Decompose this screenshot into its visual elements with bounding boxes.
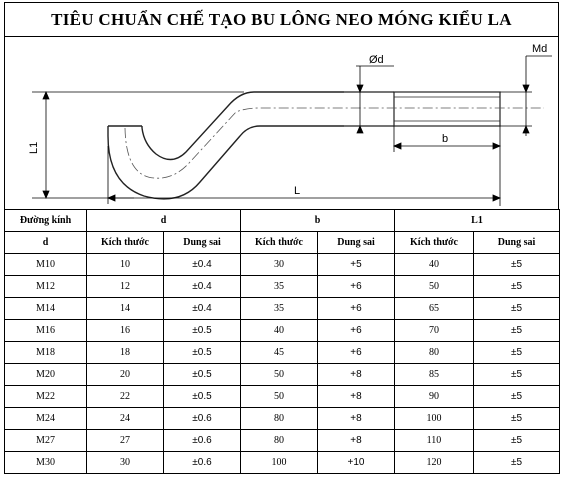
- sub-header-row: [5, 232, 560, 254]
- cell-l1-tolerance: ±5: [474, 408, 560, 430]
- thread-section: [344, 92, 500, 126]
- l-label: L: [294, 185, 301, 197]
- cell-diameter: M12: [5, 276, 87, 298]
- cell-l1-size: 80: [395, 342, 474, 364]
- cell-d-size: 10: [87, 254, 164, 276]
- group-header-row: [5, 210, 560, 232]
- drawing-frame: [5, 37, 559, 210]
- cell-diameter: M18: [5, 342, 87, 364]
- cell-d-size: 24: [87, 408, 164, 430]
- subheader-kich-thuoc: Kích thước: [395, 232, 474, 254]
- cell-d-size: 30: [87, 452, 164, 474]
- cell-l1-size: 70: [395, 320, 474, 342]
- cell-l1-size: 40: [395, 254, 474, 276]
- cell-diameter: M10: [5, 254, 87, 276]
- page-title: TIÊU CHUẨN CHẾ TẠO BU LÔNG NEO MÓNG KIỂU LA: [4, 2, 559, 37]
- cell-d-size: 22: [87, 386, 164, 408]
- table-row: [5, 364, 560, 386]
- cell-l1-tolerance: ±5: [474, 430, 560, 452]
- cell-l1-tolerance: ±5: [474, 276, 560, 298]
- cell-l1-tolerance: ±5: [474, 320, 560, 342]
- cell-diameter: M14: [5, 298, 87, 320]
- cell-b-size: 50: [241, 386, 318, 408]
- cell-b-size: 40: [241, 320, 318, 342]
- subheader-dung-sai: Dung sai: [474, 232, 560, 254]
- cell-b-tolerance: +8: [318, 386, 395, 408]
- cell-d-tolerance: ±0.6: [164, 452, 241, 474]
- header-duong-kinh: Đường kính: [5, 210, 87, 232]
- dim-od: [356, 66, 394, 133]
- subheader-d: d: [5, 232, 87, 254]
- cell-b-size: 35: [241, 298, 318, 320]
- cell-d-tolerance: ±0.5: [164, 342, 241, 364]
- cell-d-tolerance: ±0.5: [164, 364, 241, 386]
- table-row: [5, 430, 560, 452]
- b-label: b: [442, 133, 449, 145]
- cell-b-size: 80: [241, 408, 318, 430]
- bolt-drawing: [4, 36, 559, 210]
- cell-l1-size: 110: [395, 430, 474, 452]
- table-row: [5, 254, 560, 276]
- table-row: [5, 298, 560, 320]
- md-label: Md: [532, 43, 548, 55]
- cell-d-size: 18: [87, 342, 164, 364]
- cell-diameter: M27: [5, 430, 87, 452]
- dim-md: [500, 56, 552, 136]
- subheader-kich-thuoc: Kích thước: [241, 232, 318, 254]
- cell-b-size: 30: [241, 254, 318, 276]
- cell-l1-tolerance: ±5: [474, 254, 560, 276]
- cell-diameter: M24: [5, 408, 87, 430]
- dim-l1: [32, 92, 244, 198]
- bolt-centerline: [125, 108, 544, 178]
- cell-b-tolerance: +6: [318, 342, 395, 364]
- cell-d-size: 14: [87, 298, 164, 320]
- cell-l1-tolerance: ±5: [474, 364, 560, 386]
- cell-d-size: 16: [87, 320, 164, 342]
- cell-b-size: 100: [241, 452, 318, 474]
- header-b: b: [241, 210, 395, 232]
- header-l1: L1: [395, 210, 560, 232]
- cell-l1-tolerance: ±5: [474, 452, 560, 474]
- cell-l1-size: 100: [395, 408, 474, 430]
- od-label: Ød: [369, 54, 384, 66]
- table-row: [5, 408, 560, 430]
- cell-l1-size: 90: [395, 386, 474, 408]
- cell-b-tolerance: +8: [318, 364, 395, 386]
- bolt-diagram-svg: [4, 36, 559, 210]
- table-row: [5, 452, 560, 474]
- cell-l1-size: 50: [395, 276, 474, 298]
- spec-sheet: [4, 2, 559, 478]
- l1-label: L1: [28, 141, 40, 154]
- cell-diameter: M22: [5, 386, 87, 408]
- table-row: [5, 386, 560, 408]
- cell-d-tolerance: ±0.4: [164, 298, 241, 320]
- bolt-outline: [108, 92, 344, 199]
- cell-d-tolerance: ±0.4: [164, 254, 241, 276]
- cell-b-tolerance: +8: [318, 408, 395, 430]
- cell-d-size: 12: [87, 276, 164, 298]
- cell-d-size: 27: [87, 430, 164, 452]
- header-d: d: [87, 210, 241, 232]
- cell-diameter: M16: [5, 320, 87, 342]
- cell-d-tolerance: ±0.4: [164, 276, 241, 298]
- cell-b-size: 80: [241, 430, 318, 452]
- cell-diameter: M30: [5, 452, 87, 474]
- subheader-kich-thuoc: Kích thước: [87, 232, 164, 254]
- cell-b-size: 35: [241, 276, 318, 298]
- cell-b-size: 50: [241, 364, 318, 386]
- cell-l1-tolerance: ±5: [474, 342, 560, 364]
- cell-l1-size: 85: [395, 364, 474, 386]
- dim-l: [108, 146, 500, 204]
- spec-table-body: [5, 254, 560, 474]
- cell-b-tolerance: +10: [318, 452, 395, 474]
- cell-d-tolerance: ±0.6: [164, 408, 241, 430]
- cell-diameter: M20: [5, 364, 87, 386]
- cell-b-tolerance: +5: [318, 254, 395, 276]
- cell-l1-size: 120: [395, 452, 474, 474]
- cell-b-tolerance: +6: [318, 276, 395, 298]
- table-row: [5, 342, 560, 364]
- table-row: [5, 320, 560, 342]
- subheader-dung-sai: Dung sai: [318, 232, 395, 254]
- cell-l1-tolerance: ±5: [474, 298, 560, 320]
- cell-l1-size: 65: [395, 298, 474, 320]
- spec-table: [4, 209, 560, 474]
- cell-d-tolerance: ±0.6: [164, 430, 241, 452]
- table-row: [5, 276, 560, 298]
- cell-d-tolerance: ±0.5: [164, 386, 241, 408]
- cell-b-size: 45: [241, 342, 318, 364]
- cell-d-size: 20: [87, 364, 164, 386]
- subheader-dung-sai: Dung sai: [164, 232, 241, 254]
- cell-b-tolerance: +8: [318, 430, 395, 452]
- cell-d-tolerance: ±0.5: [164, 320, 241, 342]
- cell-l1-tolerance: ±5: [474, 386, 560, 408]
- cell-b-tolerance: +6: [318, 298, 395, 320]
- cell-b-tolerance: +6: [318, 320, 395, 342]
